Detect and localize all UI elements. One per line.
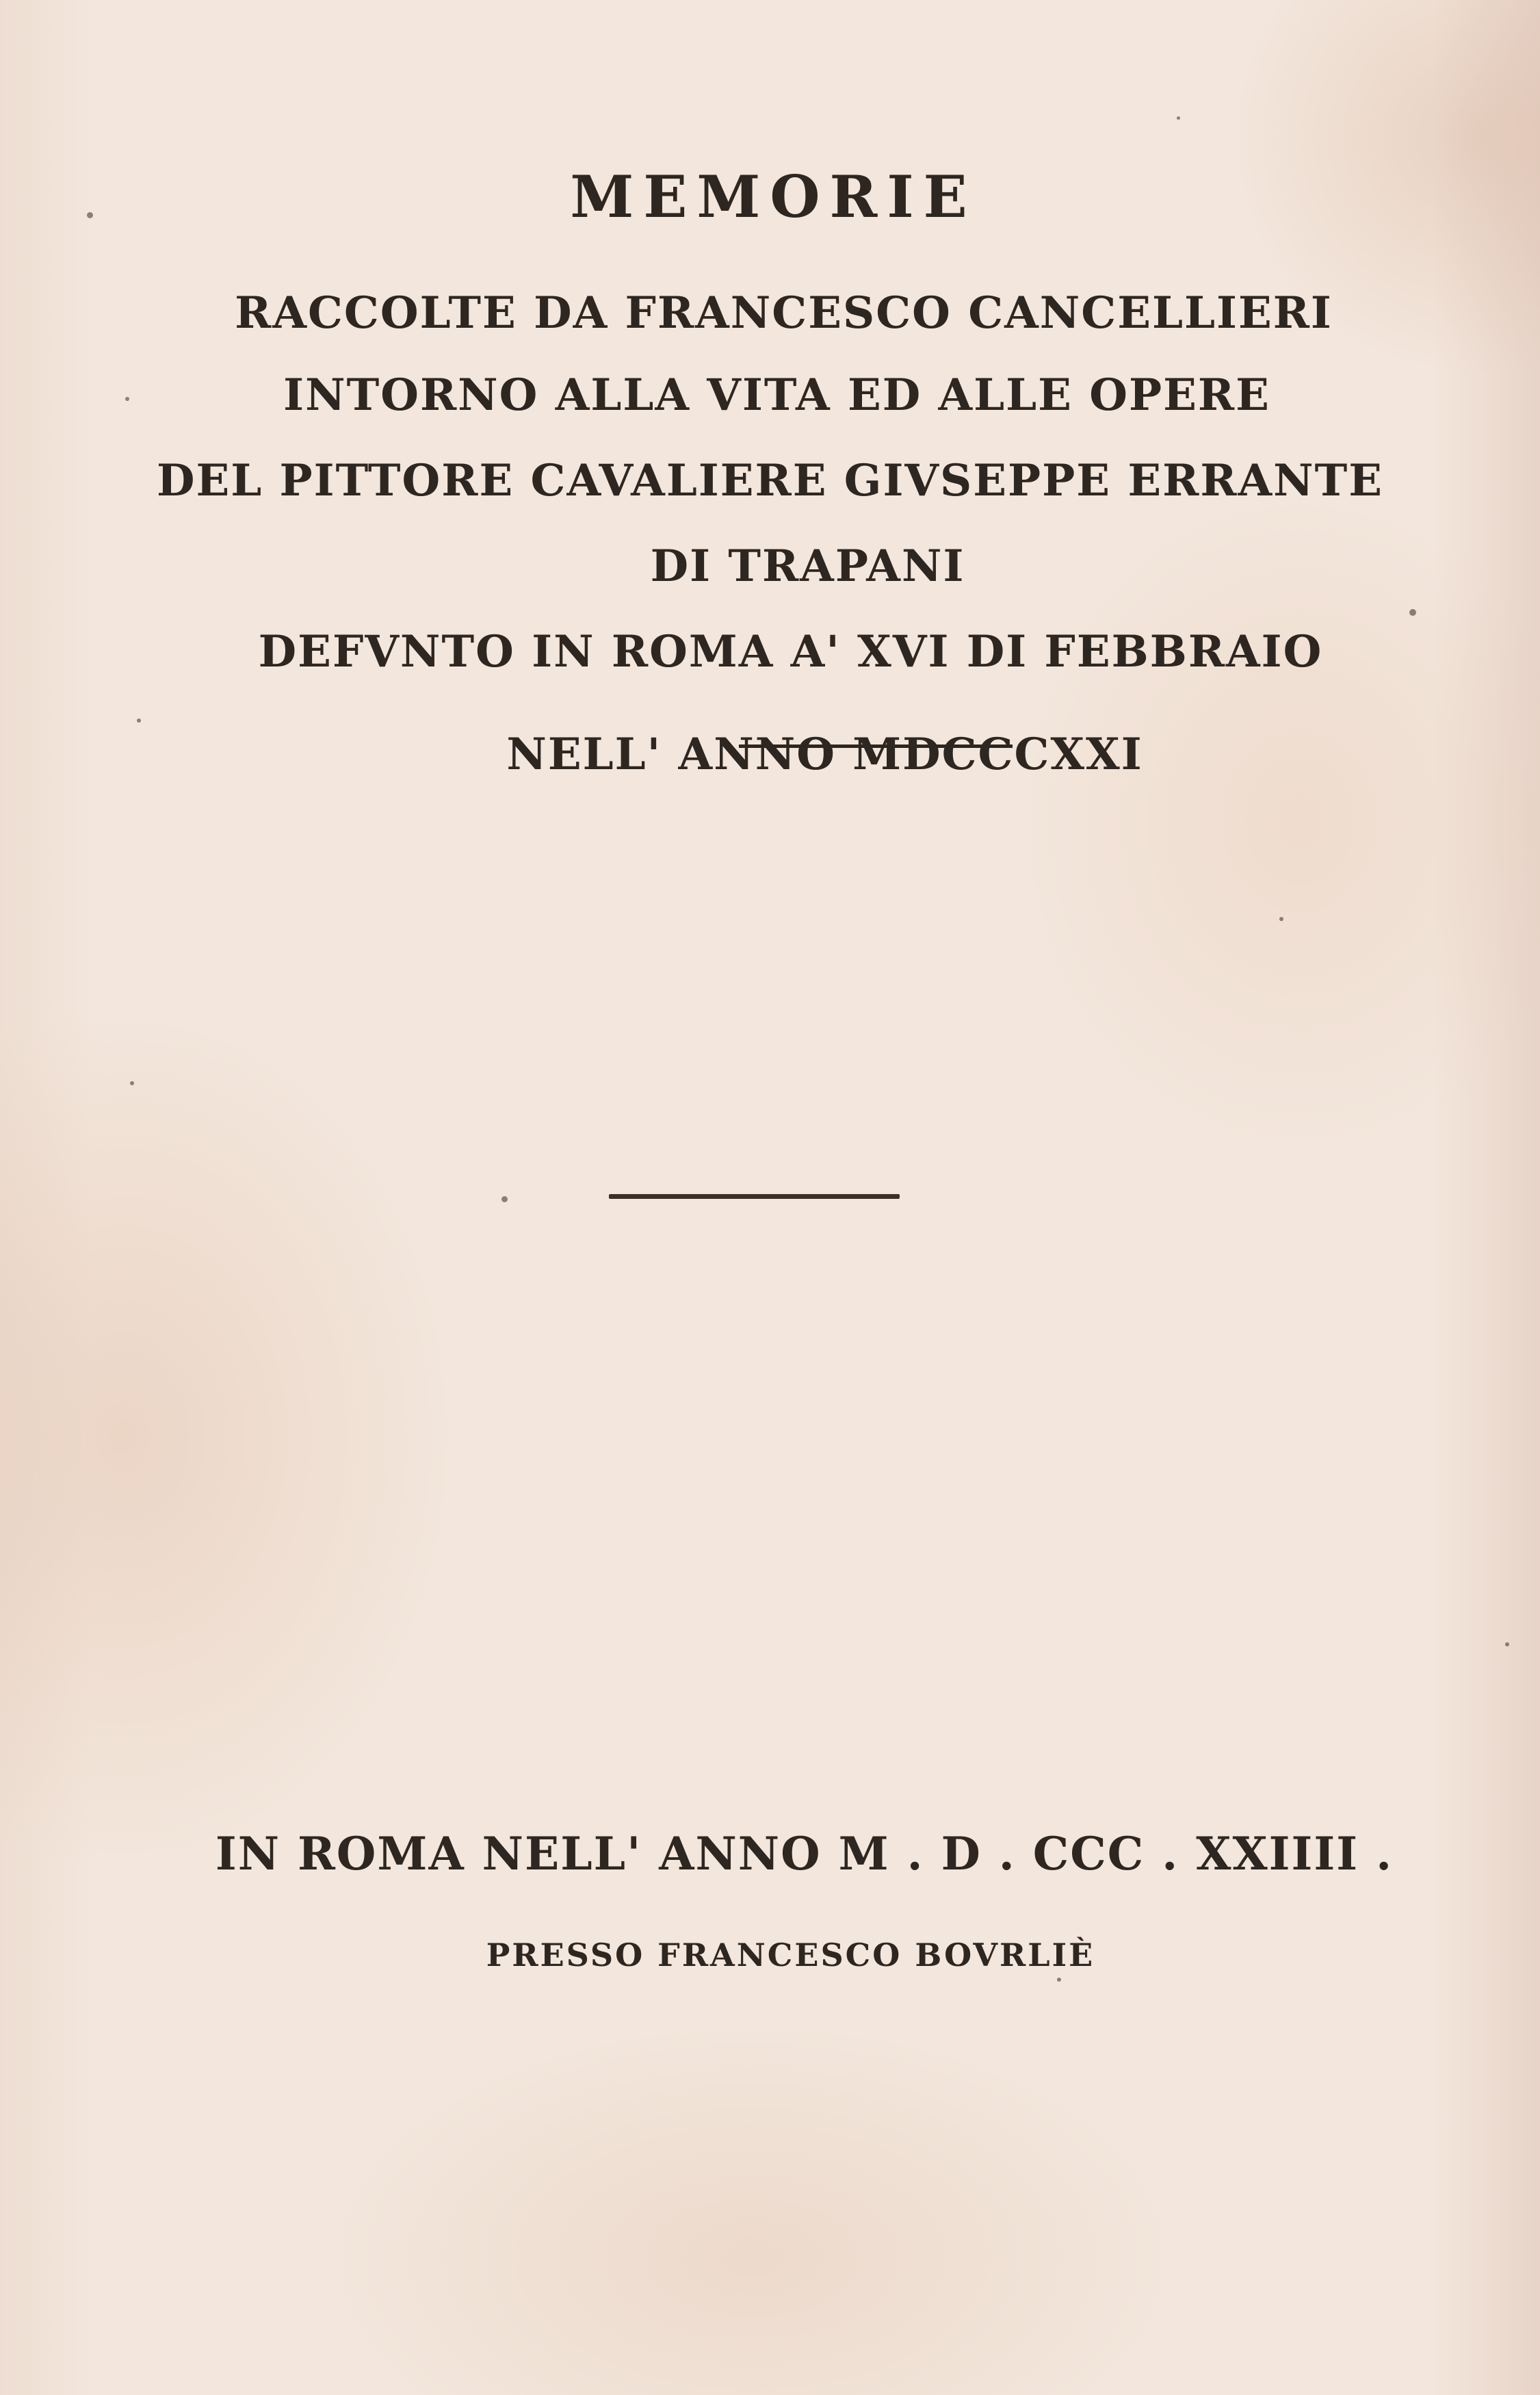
paper-speck — [137, 718, 141, 723]
paper-speck — [1279, 917, 1283, 921]
imprint-printer: PRESSO FRANCESCO BOVRLIÈ — [486, 1937, 1095, 1973]
paper-speck — [130, 1081, 134, 1085]
imprint-place-date: IN ROMA NELL' ANNO M . D . CCC . XXIIII . — [215, 1827, 1394, 1880]
subtitle-line-4: DI TRAPANI — [650, 541, 965, 592]
subtitle-line-3: DEL PITTORE CAVALIERE GIVSEPPE ERRANTE — [156, 455, 1384, 506]
subtitle-line-5: DEFVNTO IN ROMA A' XVI DI FEBBRAIO — [258, 626, 1323, 677]
paper-speck — [1057, 1978, 1061, 1982]
divider-rule — [609, 1194, 900, 1199]
subtitle-line-6: NELL' ANNO MDCCCXXI — [506, 729, 1143, 780]
paper-speck — [1177, 116, 1180, 120]
subtitle-line-2: INTORNO ALLA VITA ED ALLE OPERE — [283, 370, 1270, 421]
paper-speck — [501, 1196, 508, 1202]
paper-speck — [1409, 609, 1416, 616]
subtitle-line-1: RACCOLTE DA FRANCESCO CANCELLIERI — [235, 287, 1333, 339]
book-title: MEMORIE — [570, 163, 977, 231]
paper-speck — [1505, 1642, 1509, 1646]
